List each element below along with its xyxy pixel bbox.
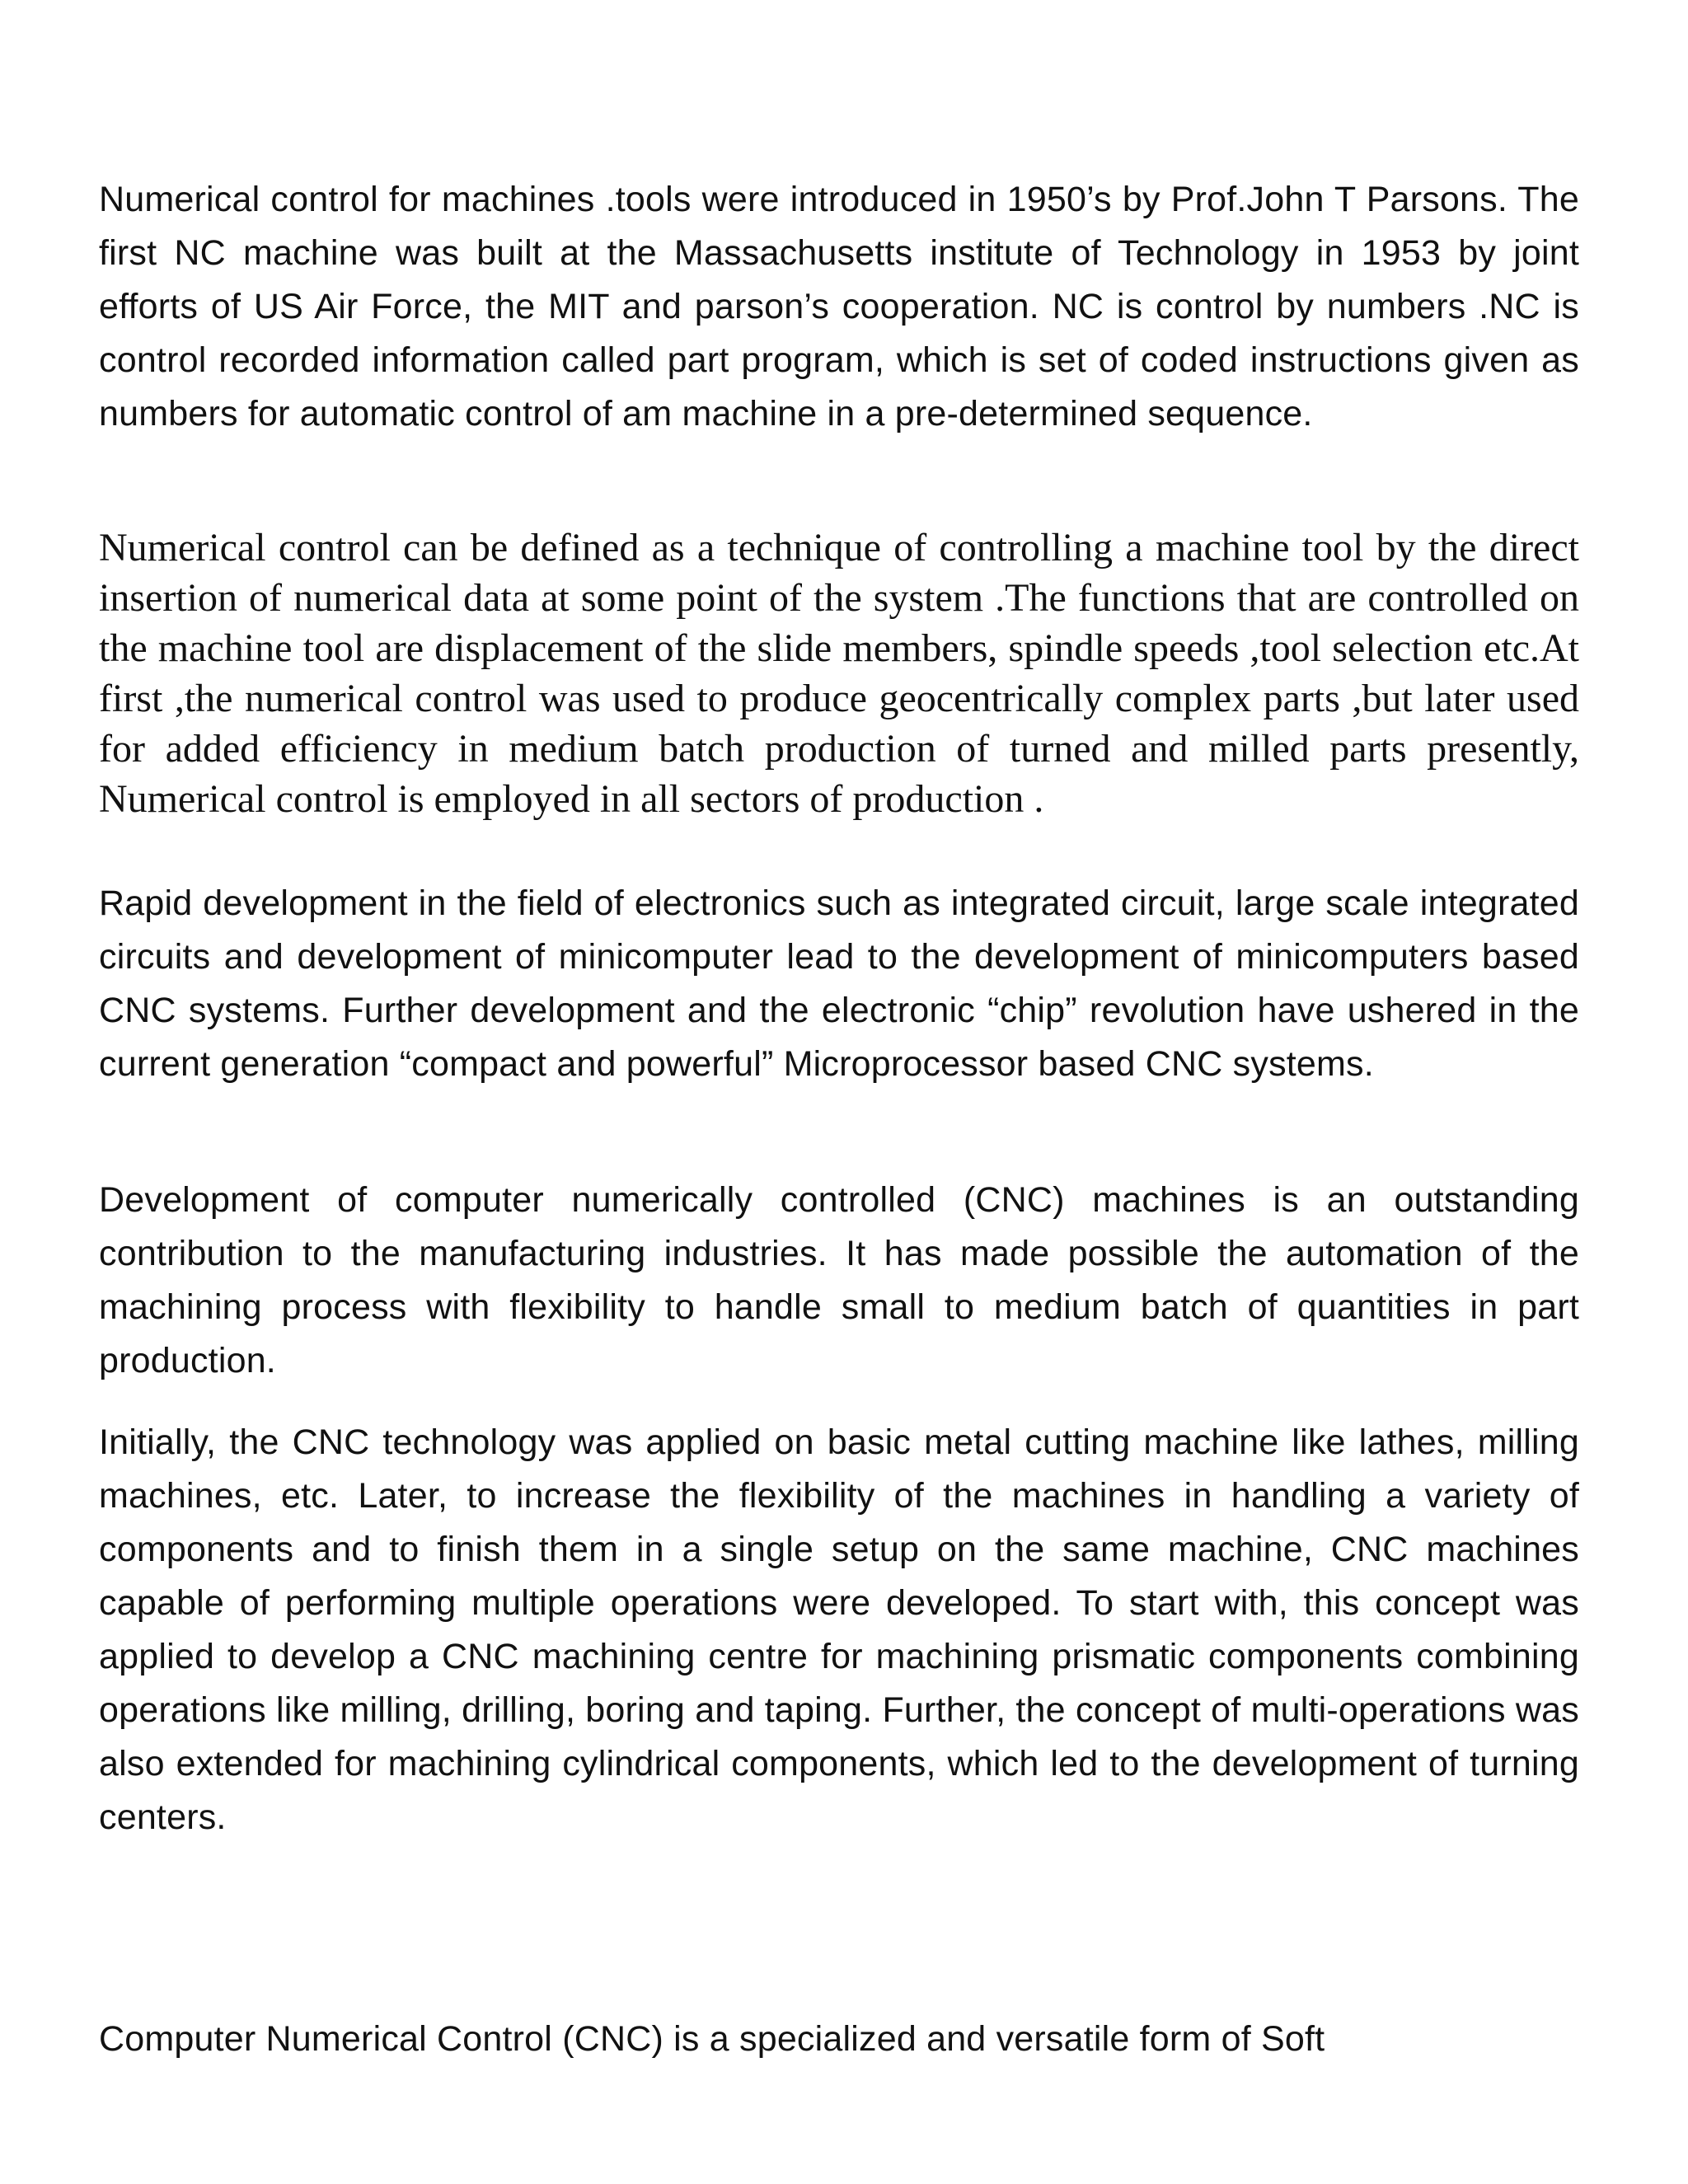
paragraph-cnc-definition: Computer Numerical Control (CNC) is a specialized and versatile form of Soft: [99, 2019, 1325, 2059]
paragraph-cnc-technology: Initially, the CNC technology was applied on basic metal cutting machine like lathes, milling machines, etc. Later, to increase the flexibility of the machines in handling a variety of components and to finish them in a single setup on the same machine, CNC machines capable of performing multiple operations were developed. To start with, this concept was applied to develop a CNC machining centre for machining prismatic components combining operations like milling, drilling, boring and taping. Further, the concept of multi-operations was also extended for machining cylindrical components, which led to the development of turning centers.: [99, 1422, 1579, 1837]
paragraph-cnc-contribution: Development of computer numerically controlled (CNC) machines is an outstanding contribution to the manufacturing industries. It has made possible the automation of the machining process with flexibility to handle small to medium batch of quantities in part production.: [99, 1180, 1579, 1380]
paragraph-nc-history: Numerical control for machines .tools were introduced in 1950’s by Prof.John T Parsons. The first NC machine was built at the Massachusetts institute of Technology in 1953 by joint efforts of US Air Force, the MIT and parson’s cooperation. NC is control by numbers .NC is control recorded information called part program, which is set of coded instructions given as numbers for automatic control of am machine in a pre-determined sequence.: [99, 180, 1579, 434]
paragraph-nc-definition: Numerical control can be defined as a technique of controlling a machine tool by the direct insertion of numerical data at some point of the system .The functions that are controlled on the machine tool are displacement of the slide members, spindle speeds ,tool selection etc.At first ,the numerical control was used to produce geocentrically complex parts ,but later used for added efficiency in medium batch production of turned and milled parts presently, Numerical control is employed in all sectors of production .: [99, 526, 1579, 821]
paragraph-electronics-development: Rapid development in the field of electronics such as integrated circuit, large scale integrated circuits and development of minicomputer lead to the development of minicomputers based CNC systems. Further development and the electronic “chip” revolution have ushered in the current generation “compact and powerful” Microprocessor based CNC systems.: [99, 883, 1579, 1084]
